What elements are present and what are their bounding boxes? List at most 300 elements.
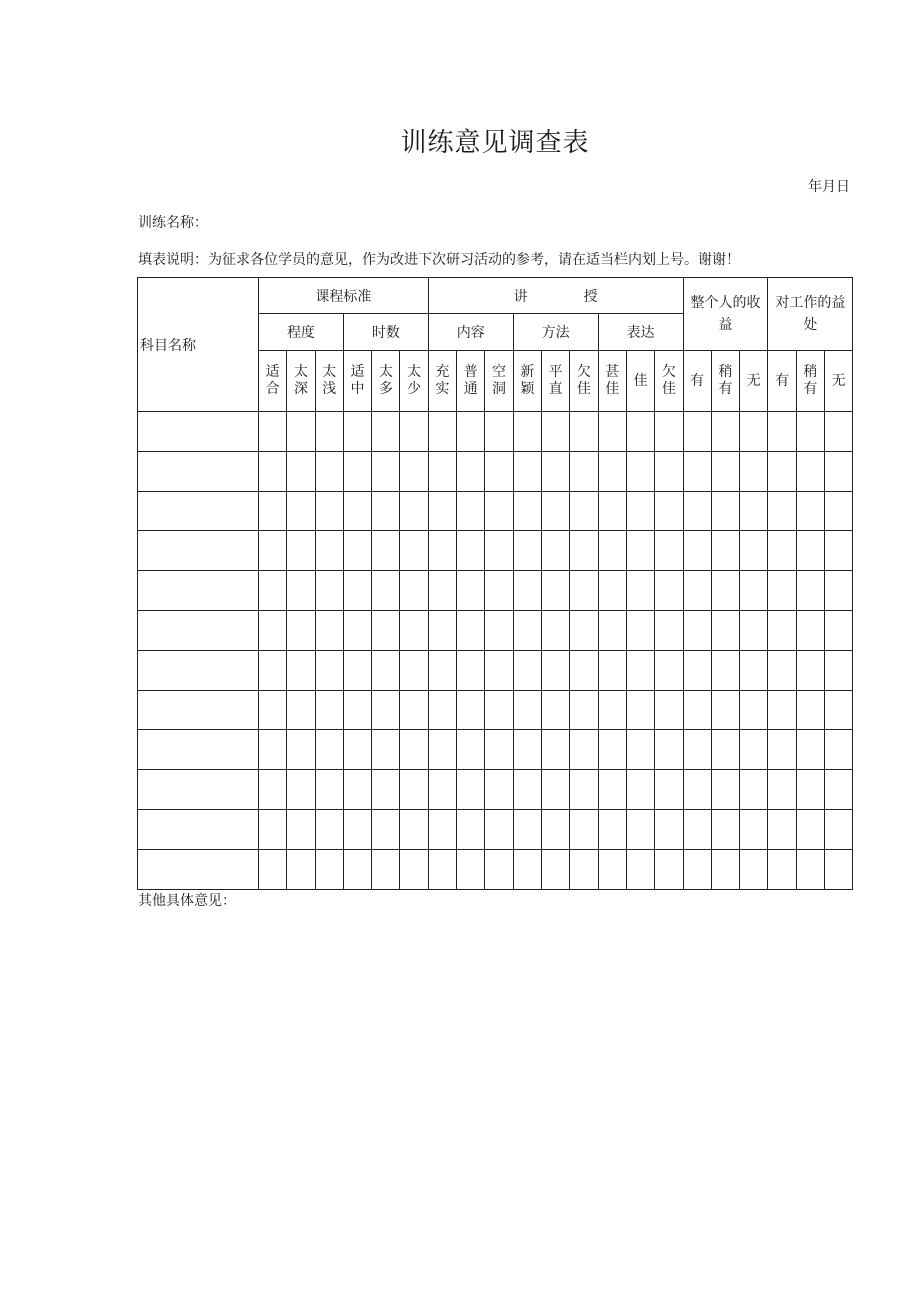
rating-cell[interactable] bbox=[768, 451, 796, 491]
table-row bbox=[138, 610, 853, 650]
lecture-header: 讲 授 bbox=[428, 278, 683, 314]
rating-cell[interactable] bbox=[428, 849, 456, 889]
rating-cell[interactable] bbox=[655, 412, 683, 452]
rating-cell[interactable] bbox=[683, 451, 711, 491]
rating-cell[interactable] bbox=[259, 809, 287, 849]
rating-cell[interactable] bbox=[259, 491, 287, 531]
rating-cell[interactable] bbox=[768, 770, 796, 810]
rating-cell[interactable] bbox=[372, 690, 400, 730]
table-row bbox=[138, 730, 853, 770]
rating-cell[interactable] bbox=[655, 690, 683, 730]
rating-cell[interactable] bbox=[343, 770, 371, 810]
rating-cell[interactable] bbox=[400, 412, 428, 452]
rating-cell[interactable] bbox=[485, 849, 513, 889]
rating-cell[interactable] bbox=[428, 571, 456, 611]
rating-cell[interactable] bbox=[626, 690, 654, 730]
rating-cell[interactable] bbox=[485, 531, 513, 571]
subject-header: 科目名称 bbox=[138, 278, 259, 412]
rating-cell[interactable] bbox=[796, 531, 824, 571]
table-row bbox=[138, 571, 853, 611]
rating-cell[interactable] bbox=[541, 412, 569, 452]
rating-cell[interactable] bbox=[485, 690, 513, 730]
rating-cell[interactable] bbox=[626, 809, 654, 849]
rating-cell[interactable] bbox=[796, 770, 824, 810]
rating-cell[interactable] bbox=[768, 690, 796, 730]
rating-cell[interactable] bbox=[343, 491, 371, 531]
rating-cell[interactable] bbox=[768, 849, 796, 889]
rating-cell[interactable] bbox=[541, 610, 569, 650]
rating-cell[interactable] bbox=[372, 809, 400, 849]
rating-cell[interactable] bbox=[315, 849, 343, 889]
option-hours-few: 太少 bbox=[400, 351, 428, 412]
rating-cell[interactable] bbox=[457, 809, 485, 849]
rating-cell[interactable] bbox=[428, 451, 456, 491]
rating-cell[interactable] bbox=[711, 690, 739, 730]
rating-cell[interactable] bbox=[485, 451, 513, 491]
option-expr-poor: 欠佳 bbox=[655, 351, 683, 412]
rating-cell[interactable] bbox=[343, 412, 371, 452]
rating-cell[interactable] bbox=[711, 650, 739, 690]
rating-cell[interactable] bbox=[513, 690, 541, 730]
rating-cell[interactable] bbox=[825, 491, 853, 531]
table-row bbox=[138, 650, 853, 690]
rating-cell[interactable] bbox=[570, 809, 598, 849]
rating-cell[interactable] bbox=[711, 849, 739, 889]
rating-cell[interactable] bbox=[626, 849, 654, 889]
rating-cell[interactable] bbox=[287, 809, 315, 849]
rating-cell[interactable] bbox=[400, 571, 428, 611]
option-hours-fit: 适中 bbox=[343, 351, 371, 412]
rating-cell[interactable] bbox=[598, 571, 626, 611]
rating-cell[interactable] bbox=[740, 650, 768, 690]
table-row bbox=[138, 849, 853, 889]
rating-cell[interactable] bbox=[259, 610, 287, 650]
option-hours-many: 太多 bbox=[372, 351, 400, 412]
rating-cell[interactable] bbox=[400, 690, 428, 730]
rating-cell[interactable] bbox=[343, 571, 371, 611]
rating-cell[interactable] bbox=[570, 650, 598, 690]
rating-cell[interactable] bbox=[711, 531, 739, 571]
option-content-empty: 空洞 bbox=[485, 351, 513, 412]
rating-cell[interactable] bbox=[768, 531, 796, 571]
rating-cell[interactable] bbox=[541, 730, 569, 770]
rating-cell[interactable] bbox=[259, 451, 287, 491]
rating-cell[interactable] bbox=[626, 610, 654, 650]
rating-cell[interactable] bbox=[768, 491, 796, 531]
rating-cell[interactable] bbox=[315, 690, 343, 730]
rating-cell[interactable] bbox=[259, 849, 287, 889]
rating-cell[interactable] bbox=[683, 849, 711, 889]
rating-cell[interactable] bbox=[287, 650, 315, 690]
rating-cell[interactable] bbox=[428, 730, 456, 770]
rating-cell[interactable] bbox=[485, 610, 513, 650]
subject-cell[interactable] bbox=[138, 690, 259, 730]
rating-cell[interactable] bbox=[825, 571, 853, 611]
rating-cell[interactable] bbox=[683, 412, 711, 452]
subject-cell[interactable] bbox=[138, 809, 259, 849]
rating-cell[interactable] bbox=[457, 451, 485, 491]
subject-cell[interactable] bbox=[138, 491, 259, 531]
option-method-novel: 新颖 bbox=[513, 351, 541, 412]
course-standard-header: 课程标准 bbox=[259, 278, 429, 314]
rating-cell[interactable] bbox=[513, 571, 541, 611]
rating-cell[interactable] bbox=[683, 610, 711, 650]
rating-cell[interactable] bbox=[457, 849, 485, 889]
rating-cell[interactable] bbox=[372, 531, 400, 571]
survey-table bbox=[137, 277, 853, 890]
rating-cell[interactable] bbox=[655, 809, 683, 849]
training-name-label: 训练名称： bbox=[138, 215, 208, 231]
subject-cell[interactable] bbox=[138, 451, 259, 491]
rating-cell[interactable] bbox=[400, 610, 428, 650]
rating-cell[interactable] bbox=[541, 809, 569, 849]
rating-cell[interactable] bbox=[570, 531, 598, 571]
rating-cell[interactable] bbox=[315, 491, 343, 531]
rating-cell[interactable] bbox=[683, 809, 711, 849]
table-row bbox=[138, 531, 853, 571]
rating-cell[interactable] bbox=[457, 571, 485, 611]
rating-cell[interactable] bbox=[825, 770, 853, 810]
rating-cell[interactable] bbox=[315, 412, 343, 452]
rating-cell[interactable] bbox=[711, 451, 739, 491]
rating-cell[interactable] bbox=[287, 849, 315, 889]
rating-cell[interactable] bbox=[541, 531, 569, 571]
rating-cell[interactable] bbox=[400, 451, 428, 491]
rating-cell[interactable] bbox=[457, 412, 485, 452]
rating-cell[interactable] bbox=[400, 491, 428, 531]
option-wb-some: 稍有 bbox=[796, 351, 824, 412]
rating-cell[interactable] bbox=[343, 451, 371, 491]
rating-cell[interactable] bbox=[768, 571, 796, 611]
rating-cell[interactable] bbox=[372, 770, 400, 810]
subject-cell[interactable] bbox=[138, 770, 259, 810]
rating-cell[interactable] bbox=[372, 412, 400, 452]
rating-cell[interactable] bbox=[259, 770, 287, 810]
rating-cell[interactable] bbox=[315, 531, 343, 571]
rating-cell[interactable] bbox=[259, 571, 287, 611]
rating-cell[interactable] bbox=[796, 412, 824, 452]
rating-cell[interactable] bbox=[485, 809, 513, 849]
rating-cell[interactable] bbox=[683, 491, 711, 531]
rating-cell[interactable] bbox=[711, 491, 739, 531]
rating-cell[interactable] bbox=[768, 730, 796, 770]
rating-cell[interactable] bbox=[598, 690, 626, 730]
rating-cell[interactable] bbox=[796, 610, 824, 650]
option-content-rich: 充实 bbox=[428, 351, 456, 412]
rating-cell[interactable] bbox=[400, 809, 428, 849]
rating-cell[interactable] bbox=[428, 412, 456, 452]
rating-cell[interactable] bbox=[343, 650, 371, 690]
rating-cell[interactable] bbox=[768, 412, 796, 452]
rating-cell[interactable] bbox=[570, 491, 598, 531]
rating-cell[interactable] bbox=[485, 650, 513, 690]
table-row bbox=[138, 690, 853, 730]
rating-cell[interactable] bbox=[315, 809, 343, 849]
rating-cell[interactable] bbox=[796, 809, 824, 849]
rating-cell[interactable] bbox=[513, 610, 541, 650]
rating-cell[interactable] bbox=[711, 412, 739, 452]
rating-cell[interactable] bbox=[400, 650, 428, 690]
rating-cell[interactable] bbox=[372, 571, 400, 611]
rating-cell[interactable] bbox=[259, 730, 287, 770]
work-benefit-header: 对工作的益处 bbox=[768, 278, 853, 351]
rating-cell[interactable] bbox=[372, 610, 400, 650]
rating-cell[interactable] bbox=[796, 849, 824, 889]
rating-cell[interactable] bbox=[683, 730, 711, 770]
rating-cell[interactable] bbox=[598, 650, 626, 690]
rating-cell[interactable] bbox=[372, 451, 400, 491]
rating-cell[interactable] bbox=[683, 650, 711, 690]
rating-cell[interactable] bbox=[372, 849, 400, 889]
rating-cell[interactable] bbox=[400, 730, 428, 770]
rating-cell[interactable] bbox=[541, 491, 569, 531]
rating-cell[interactable] bbox=[598, 849, 626, 889]
rating-cell[interactable] bbox=[796, 730, 824, 770]
rating-cell[interactable] bbox=[428, 690, 456, 730]
option-pb-some: 稍有 bbox=[711, 351, 739, 412]
rating-cell[interactable] bbox=[570, 610, 598, 650]
subject-cell[interactable] bbox=[138, 650, 259, 690]
table-row bbox=[138, 451, 853, 491]
rating-cell[interactable] bbox=[372, 730, 400, 770]
rating-cell[interactable] bbox=[541, 451, 569, 491]
rating-cell[interactable] bbox=[343, 730, 371, 770]
rating-cell[interactable] bbox=[598, 412, 626, 452]
rating-cell[interactable] bbox=[513, 770, 541, 810]
option-wb-none: 无 bbox=[825, 351, 853, 412]
rating-cell[interactable] bbox=[287, 412, 315, 452]
rating-cell[interactable] bbox=[400, 770, 428, 810]
rating-cell[interactable] bbox=[570, 730, 598, 770]
rating-cell[interactable] bbox=[428, 491, 456, 531]
rating-cell[interactable] bbox=[740, 809, 768, 849]
hours-header: 时数 bbox=[343, 314, 428, 351]
rating-cell[interactable] bbox=[598, 730, 626, 770]
rating-cell[interactable] bbox=[485, 571, 513, 611]
rating-cell[interactable] bbox=[825, 650, 853, 690]
rating-cell[interactable] bbox=[598, 451, 626, 491]
rating-cell[interactable] bbox=[343, 809, 371, 849]
subject-cell[interactable] bbox=[138, 730, 259, 770]
rating-cell[interactable] bbox=[343, 690, 371, 730]
table-row bbox=[138, 809, 853, 849]
rating-cell[interactable] bbox=[740, 531, 768, 571]
rating-cell[interactable] bbox=[372, 491, 400, 531]
rating-cell[interactable] bbox=[287, 451, 315, 491]
rating-cell[interactable] bbox=[513, 730, 541, 770]
rating-cell[interactable] bbox=[655, 849, 683, 889]
rating-cell[interactable] bbox=[655, 770, 683, 810]
rating-cell[interactable] bbox=[457, 730, 485, 770]
rating-cell[interactable] bbox=[315, 730, 343, 770]
rating-cell[interactable] bbox=[598, 531, 626, 571]
rating-cell[interactable] bbox=[740, 849, 768, 889]
rating-cell[interactable] bbox=[428, 610, 456, 650]
rating-cell[interactable] bbox=[541, 650, 569, 690]
rating-cell[interactable] bbox=[825, 610, 853, 650]
rating-cell[interactable] bbox=[740, 491, 768, 531]
rating-cell[interactable] bbox=[711, 809, 739, 849]
rating-cell[interactable] bbox=[626, 770, 654, 810]
rating-cell[interactable] bbox=[287, 571, 315, 611]
rating-cell[interactable] bbox=[796, 491, 824, 531]
rating-cell[interactable] bbox=[513, 491, 541, 531]
rating-cell[interactable] bbox=[513, 809, 541, 849]
rating-cell[interactable] bbox=[315, 610, 343, 650]
rating-cell[interactable] bbox=[287, 531, 315, 571]
rating-cell[interactable] bbox=[683, 770, 711, 810]
rating-cell[interactable] bbox=[626, 571, 654, 611]
rating-cell[interactable] bbox=[343, 849, 371, 889]
rating-cell[interactable] bbox=[740, 571, 768, 611]
rating-cell[interactable] bbox=[400, 849, 428, 889]
rating-cell[interactable] bbox=[768, 610, 796, 650]
rating-cell[interactable] bbox=[598, 770, 626, 810]
rating-cell[interactable] bbox=[485, 770, 513, 810]
rating-cell[interactable] bbox=[541, 849, 569, 889]
rating-cell[interactable] bbox=[259, 690, 287, 730]
rating-cell[interactable] bbox=[655, 451, 683, 491]
rating-cell[interactable] bbox=[626, 451, 654, 491]
rating-cell[interactable] bbox=[768, 650, 796, 690]
rating-cell[interactable] bbox=[796, 690, 824, 730]
rating-cell[interactable] bbox=[655, 730, 683, 770]
rating-cell[interactable] bbox=[570, 571, 598, 611]
rating-cell[interactable] bbox=[485, 412, 513, 452]
rating-cell[interactable] bbox=[598, 491, 626, 531]
rating-cell[interactable] bbox=[740, 451, 768, 491]
rating-cell[interactable] bbox=[655, 610, 683, 650]
rating-cell[interactable] bbox=[626, 412, 654, 452]
rating-cell[interactable] bbox=[457, 531, 485, 571]
rating-cell[interactable] bbox=[287, 690, 315, 730]
rating-cell[interactable] bbox=[796, 650, 824, 690]
rating-cell[interactable] bbox=[541, 770, 569, 810]
option-method-poor: 欠佳 bbox=[570, 351, 598, 412]
rating-cell[interactable] bbox=[457, 770, 485, 810]
rating-cell[interactable] bbox=[655, 650, 683, 690]
table-row bbox=[138, 770, 853, 810]
rating-cell[interactable] bbox=[683, 531, 711, 571]
expression-header: 表达 bbox=[598, 314, 683, 351]
table-row bbox=[138, 491, 853, 531]
rating-cell[interactable] bbox=[457, 690, 485, 730]
rating-cell[interactable] bbox=[796, 571, 824, 611]
rating-cell[interactable] bbox=[655, 491, 683, 531]
rating-cell[interactable] bbox=[485, 491, 513, 531]
rating-cell[interactable] bbox=[570, 849, 598, 889]
rating-cell[interactable] bbox=[655, 571, 683, 611]
rating-cell[interactable] bbox=[825, 849, 853, 889]
rating-cell[interactable] bbox=[259, 531, 287, 571]
rating-cell[interactable] bbox=[315, 770, 343, 810]
rating-cell[interactable] bbox=[711, 730, 739, 770]
rating-cell[interactable] bbox=[428, 809, 456, 849]
rating-cell[interactable] bbox=[343, 531, 371, 571]
rating-cell[interactable] bbox=[740, 412, 768, 452]
rating-cell[interactable] bbox=[740, 610, 768, 650]
rating-cell[interactable] bbox=[428, 531, 456, 571]
rating-cell[interactable] bbox=[570, 451, 598, 491]
rating-cell[interactable] bbox=[598, 610, 626, 650]
rating-cell[interactable] bbox=[796, 451, 824, 491]
header-row-1 bbox=[138, 278, 853, 314]
rating-cell[interactable] bbox=[570, 690, 598, 730]
rating-cell[interactable] bbox=[711, 571, 739, 611]
rating-cell[interactable] bbox=[513, 412, 541, 452]
option-expr-very-good: 甚佳 bbox=[598, 351, 626, 412]
rating-cell[interactable] bbox=[541, 690, 569, 730]
rating-cell[interactable] bbox=[825, 531, 853, 571]
rating-cell[interactable] bbox=[315, 451, 343, 491]
rating-cell[interactable] bbox=[513, 650, 541, 690]
method-header: 方法 bbox=[513, 314, 598, 351]
rating-cell[interactable] bbox=[825, 809, 853, 849]
subject-cell[interactable] bbox=[138, 610, 259, 650]
rating-cell[interactable] bbox=[343, 610, 371, 650]
rating-cell[interactable] bbox=[825, 412, 853, 452]
rating-cell[interactable] bbox=[513, 849, 541, 889]
subject-cell[interactable] bbox=[138, 849, 259, 889]
rating-cell[interactable] bbox=[683, 690, 711, 730]
rating-cell[interactable] bbox=[541, 571, 569, 611]
rating-cell[interactable] bbox=[626, 730, 654, 770]
rating-cell[interactable] bbox=[626, 531, 654, 571]
rating-cell[interactable] bbox=[825, 451, 853, 491]
rating-cell[interactable] bbox=[825, 690, 853, 730]
rating-cell[interactable] bbox=[428, 770, 456, 810]
rating-cell[interactable] bbox=[287, 730, 315, 770]
rating-cell[interactable] bbox=[315, 650, 343, 690]
rating-cell[interactable] bbox=[740, 770, 768, 810]
rating-cell[interactable] bbox=[287, 610, 315, 650]
rating-cell[interactable] bbox=[259, 650, 287, 690]
rating-cell[interactable] bbox=[711, 770, 739, 810]
rating-cell[interactable] bbox=[683, 571, 711, 611]
rating-cell[interactable] bbox=[400, 531, 428, 571]
subject-cell[interactable] bbox=[138, 412, 259, 452]
rating-cell[interactable] bbox=[485, 730, 513, 770]
rating-cell[interactable] bbox=[570, 770, 598, 810]
rating-cell[interactable] bbox=[740, 730, 768, 770]
rating-cell[interactable] bbox=[626, 491, 654, 531]
rating-cell[interactable] bbox=[711, 610, 739, 650]
subject-cell[interactable] bbox=[138, 531, 259, 571]
subject-cell[interactable] bbox=[138, 571, 259, 611]
rating-cell[interactable] bbox=[825, 730, 853, 770]
rating-cell[interactable] bbox=[428, 650, 456, 690]
rating-cell[interactable] bbox=[315, 571, 343, 611]
option-expr-good: 佳 bbox=[626, 351, 654, 412]
rating-cell[interactable] bbox=[457, 491, 485, 531]
rating-cell[interactable] bbox=[598, 809, 626, 849]
rating-cell[interactable] bbox=[740, 690, 768, 730]
rating-cell[interactable] bbox=[259, 412, 287, 452]
rating-cell[interactable] bbox=[513, 451, 541, 491]
other-opinions-label: 其他具体意见： bbox=[138, 893, 236, 909]
rating-cell[interactable] bbox=[457, 650, 485, 690]
rating-cell[interactable] bbox=[570, 412, 598, 452]
rating-cell[interactable] bbox=[655, 531, 683, 571]
rating-cell[interactable] bbox=[513, 531, 541, 571]
rating-cell[interactable] bbox=[768, 809, 796, 849]
rating-cell[interactable] bbox=[626, 650, 654, 690]
rating-cell[interactable] bbox=[457, 610, 485, 650]
option-pb-yes: 有 bbox=[683, 351, 711, 412]
rating-cell[interactable] bbox=[287, 491, 315, 531]
rating-cell[interactable] bbox=[287, 770, 315, 810]
rating-cell[interactable] bbox=[372, 650, 400, 690]
